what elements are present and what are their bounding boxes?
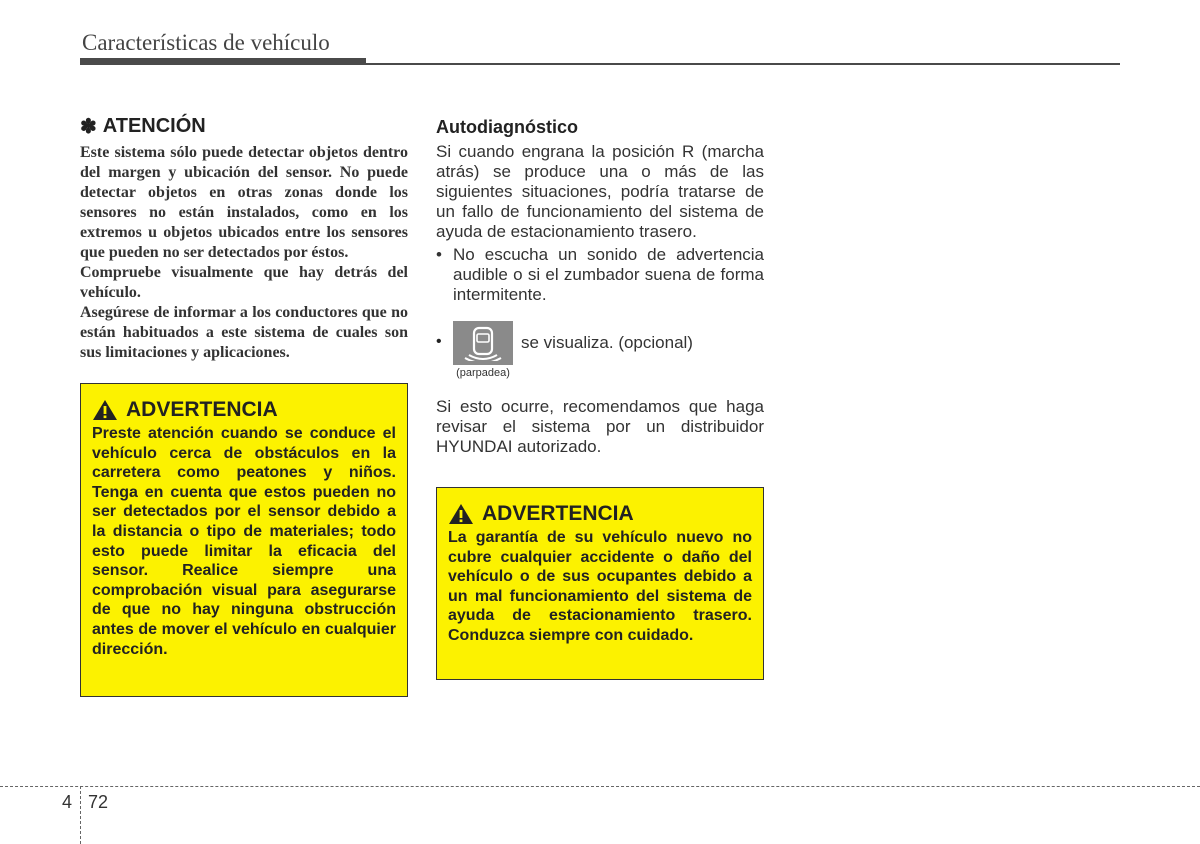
right-column <box>436 114 764 457</box>
warning-box-right <box>436 487 764 680</box>
attention-title: ATENCIÓN <box>102 115 206 137</box>
warning-title-left: ADVERTENCIA <box>126 398 278 421</box>
warning-body-left: Preste atención cuando se conduce el vehículo cerca de obstáculos en la carretera como peatones y niños. Tenga en cuenta que estos pueden no ser detectados por el sensor debido a la distancia o tipo de materiales; todo esto puede limitar la eficacia del sensor. Realice siempre una comprobación visual para asegurarse de que no hay ninguna obstrucción antes de mover el vehículo en cualquier dirección. <box>92 425 396 658</box>
list-item <box>436 245 764 305</box>
warning-heading-left <box>92 398 396 422</box>
left-column <box>80 114 408 697</box>
footer-vertical-divider <box>80 786 81 844</box>
asterisk-icon: ✽ <box>80 116 97 138</box>
bullet-icon: • <box>436 333 442 350</box>
attention-heading <box>80 114 408 139</box>
warning-triangle-icon <box>448 503 474 525</box>
chapter-number: 4 <box>62 792 73 812</box>
parking-sensor-icon <box>453 321 513 365</box>
bullet-text-1: No escucha un sonido de advertencia audible o si el zumbador suena de forma intermitente. <box>453 245 764 304</box>
autodiagnostic-intro: Si cuando engrana la posición R (marcha atrás) se produce una o más de las siguientes situaciones, podría tratarse de un fallo de funcionamiento del sistema de ayuda de estacionamiento trasero. <box>436 142 764 241</box>
icon-suffix-text: se visualiza. (opcional) <box>521 333 693 352</box>
list-item <box>436 321 764 379</box>
warning-triangle-icon <box>92 399 118 421</box>
footer-divider <box>0 786 1200 787</box>
page-number: 72 <box>88 792 109 812</box>
header-rule-thin <box>366 63 1120 65</box>
warning-title-right: ADVERTENCIA <box>482 502 634 525</box>
attention-paragraph-3: Asegúrese de informar a los conductores que no están habituados a este sistema de cuales son sus limitaciones y aplicaciones. <box>80 304 408 361</box>
warning-heading-right <box>448 502 752 526</box>
parking-indicator <box>453 321 513 379</box>
autodiagnostic-heading: Autodiagnóstico <box>436 117 578 137</box>
autodiagnostic-outro: Si esto ocurre, recomendamos que haga revisar el sistema por un distribuidor HYUNDAI autorizado. <box>436 397 764 456</box>
page-header-title: Características de vehículo <box>82 30 330 55</box>
warning-box-left <box>80 383 408 697</box>
attention-paragraph-2: Compruebe visualmente que hay detrás del vehículo. <box>80 264 408 301</box>
icon-caption: (parpadea) <box>456 367 510 379</box>
warning-body-right: La garantía de su vehículo nuevo no cubre cualquier accidente o daño del vehículo o de sus ocupantes debido a un mal funcionamiento del sistema de ayuda de estacionamiento trasero. Conduzca siempre con cuidado. <box>448 529 752 644</box>
header-rule-thick <box>80 58 366 65</box>
bullet-icon: • <box>436 245 442 264</box>
attention-paragraph-1: Este sistema sólo puede detectar objetos dentro del margen y ubicación del sensor. No puede detectar objetos en otras zonas donde los sensores no están instalados, como en los extremos u objetos ubicados entre los sensores que pueden no ser detectados por éstos. <box>80 144 408 261</box>
